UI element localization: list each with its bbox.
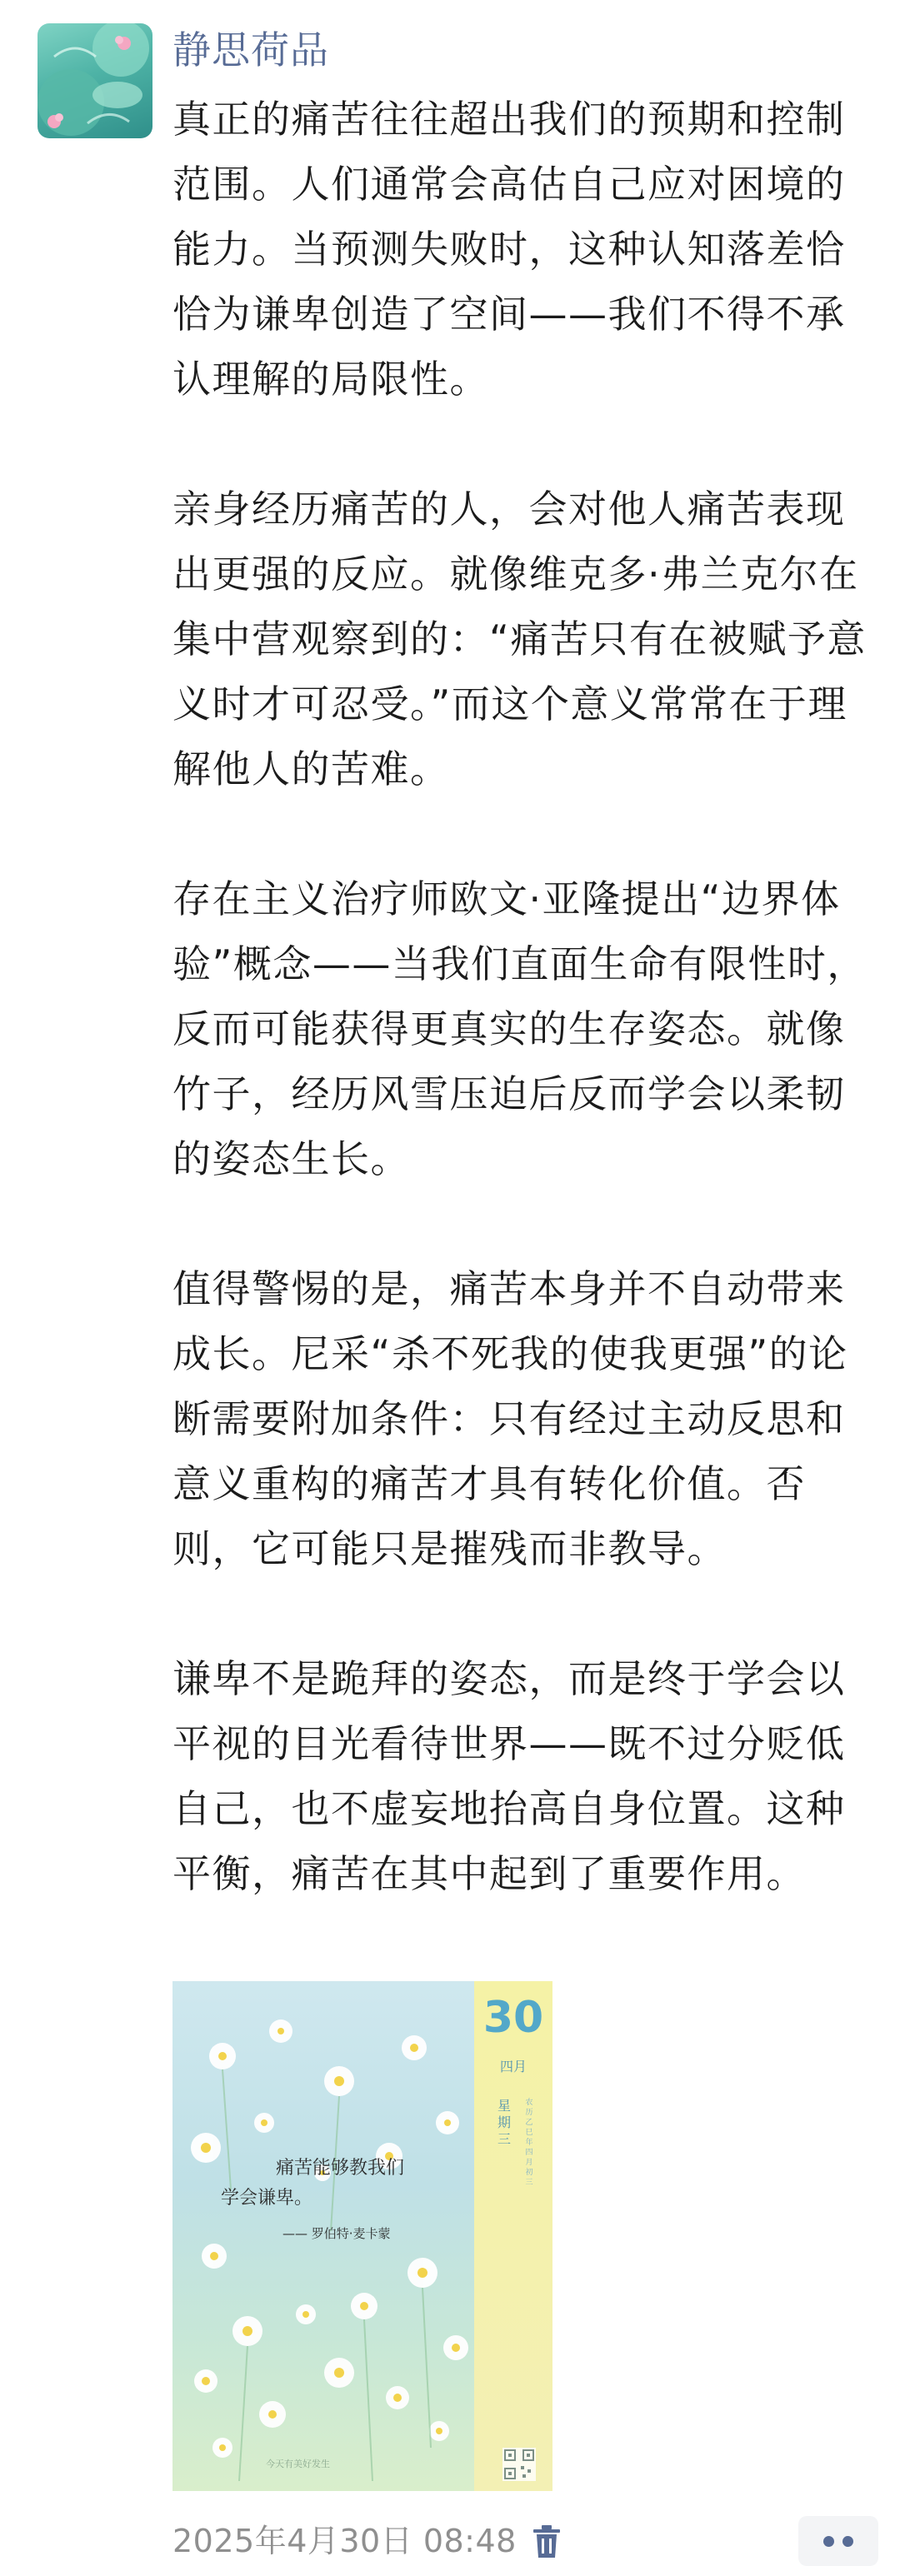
avatar[interactable]	[38, 23, 152, 138]
trash-icon[interactable]	[530, 2524, 563, 2559]
dot	[842, 2536, 853, 2547]
quote-text: 痛苦能够教我们	[276, 2158, 405, 2179]
post-timestamp: 2025年4月30日 08:48	[172, 2523, 517, 2559]
quote-text: 学会谦卑。	[221, 2188, 313, 2209]
username[interactable]: 静思荷品	[172, 27, 329, 72]
post-paragraph: 存在主义治疗师欧文·亚隆提出“边界体验”概念——当我们直面生命有限性时，反而可能获得更真实的生存姿态。就像竹子，经历风雪压迫后反而学会以柔韧的姿态生长。	[172, 876, 867, 1181]
calendar-lunar-date: 农历乙巳年四月初三	[525, 2099, 533, 2187]
post-image[interactable]	[172, 1981, 552, 2491]
quote-author: —— 罗伯特·麦卡蒙	[282, 2226, 391, 2241]
post-paragraph: 亲身经历痛苦的人，会对他人痛苦表现出更强的反应。就像维克多·弗兰克尔在集中营观察到的：“痛苦只有在被赋予意义时才可忍受。”而这个意义常常在于理解他人的苦难。	[172, 487, 867, 791]
calendar-weekday: 星期三	[497, 2098, 511, 2147]
post-paragraph: 谦卑不是跪拜的姿态，而是终于学会以平视的目光看待世界——既不过分贬低自己，也不虚妄地抬高自身位置。这种平衡，痛苦在其中起到了重要作用。	[172, 1656, 846, 1896]
calendar-month: 四月	[499, 2059, 527, 2074]
post-body	[172, 87, 872, 1906]
calendar-day: 30	[482, 1993, 544, 2043]
post-paragraph: 真正的痛苦往往超出我们的预期和控制范围。人们通常会高估自己应对困境的能力。当预测失败时，这种认知落差恰恰为谦卑创造了空间——我们不得不承认理解的局限性。	[172, 97, 846, 402]
post-paragraph: 值得警惕的是，痛苦本身并不自动带来成长。尼采“杀不死我的使我更强”的论断需要附加条件：只有经过主动反思和意义重构的痛苦才具有转化价值。否则，它可能只是摧残而非教导。	[172, 1266, 848, 1571]
image-footer-text: 今天有美好发生	[266, 2459, 330, 2469]
dot	[823, 2536, 834, 2547]
more-dots-icon[interactable]	[798, 2516, 878, 2566]
qr-code-icon	[502, 2448, 536, 2481]
